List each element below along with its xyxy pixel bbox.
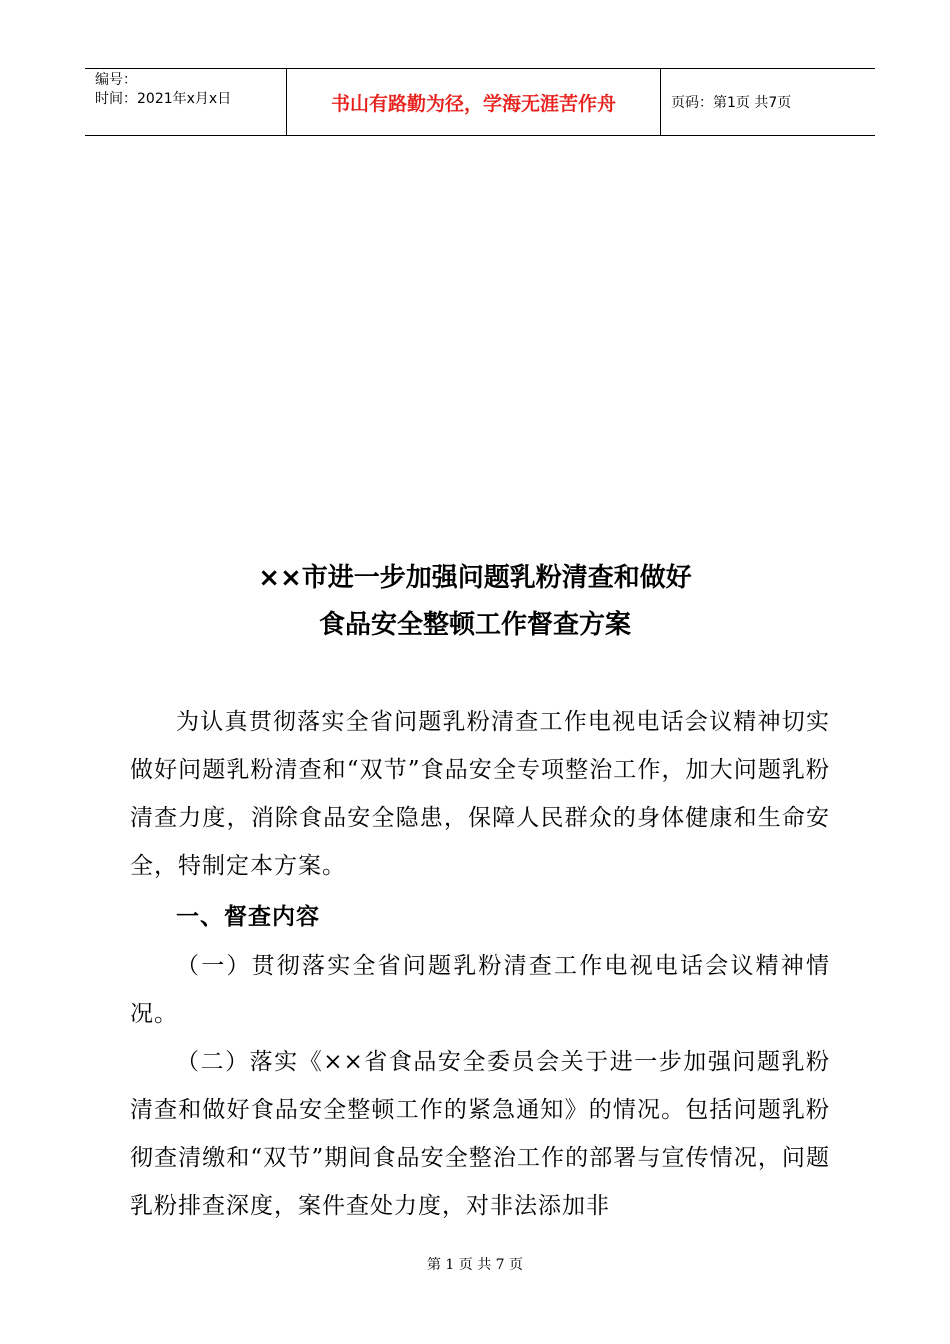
header-table bbox=[85, 68, 875, 136]
header-page-label: 页码：第1页 共7页 bbox=[671, 95, 792, 111]
page-footer: 第 1 页 共 7 页 bbox=[426, 1257, 524, 1273]
item-paragraph-1: （一）贯彻落实全省问题乳粉清查工作电视电话会议精神情况。 bbox=[130, 953, 830, 1027]
time-label: 时间：2021年x月x日 bbox=[95, 91, 232, 107]
document-title-line2: 食品安全整顿工作督查方案 bbox=[318, 610, 631, 640]
intro-paragraph: 为认真贯彻落实全省问题乳粉清查工作电视电话会议精神切实做好问题乳粉清查和“双节”食品安全专项整治工作，加大问题乳粉清查力度，消除食品安全隐患，保障人民群众的身体健康和生命安全，特制定本方案。 bbox=[130, 709, 830, 879]
number-label: 编号： bbox=[95, 72, 137, 88]
document-title-line1: ××市进一步加强问题乳粉清查和做好 bbox=[258, 563, 692, 593]
item-paragraph-2: （二）落实《××省食品安全委员会关于进一步加强问题乳粉清查和做好食品安全整顿工作的紧急通知》的情况。包括问题乳粉彻查清缴和“双节”期间食品安全整治工作的部署与宣传情况，问题乳粉排查深度，案件查处力度，对非法添加非 bbox=[130, 1049, 830, 1219]
header-meta bbox=[85, 69, 286, 135]
header-motto: 书山有路勤为径，学海无涯苦作舟 bbox=[286, 69, 661, 135]
section-heading: 一、督查内容 bbox=[176, 904, 320, 930]
